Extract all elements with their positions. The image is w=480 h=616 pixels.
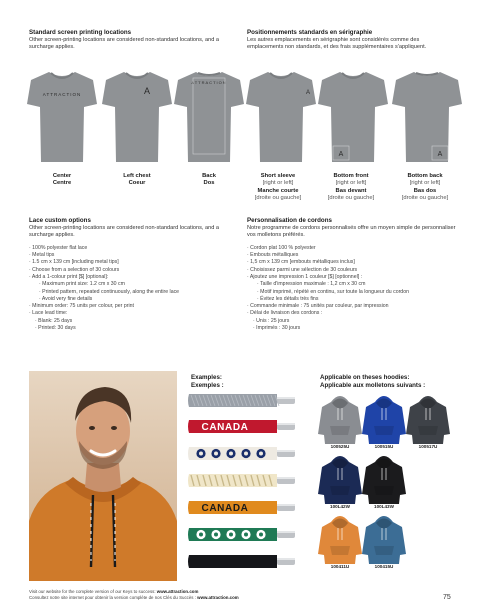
list-item: · Ajoutez une impression 1 couleur [$] [optionnel] :	[247, 274, 363, 280]
list-item: · Maximum print size: 1.2 cm x 30 cm	[39, 281, 125, 288]
shirt-print: A	[437, 151, 443, 158]
shirt-caption	[309, 173, 393, 203]
lace-swatch	[187, 446, 297, 461]
caption-line: Left chest	[123, 173, 151, 179]
caption-line: Short sleeve	[260, 173, 296, 179]
hoodie-icon	[362, 452, 406, 504]
shirt-print: A	[338, 151, 344, 158]
lace-options-en	[29, 217, 229, 332]
footer	[29, 589, 389, 601]
tshirt-front	[318, 66, 388, 164]
footer-text-fr: Consultez notre site internet pour obtenir la version complète de nos Clés du Succès :	[29, 595, 198, 600]
list-item: · Choisissez parmi une sélection de 30 couleurs	[247, 266, 358, 273]
footer-line-fr	[29, 595, 389, 601]
hoodie-code: 100L42W	[330, 504, 350, 509]
list-item: · Embouts métalliques	[247, 252, 299, 259]
shirt-print: A	[143, 86, 151, 96]
tshirt-icon	[27, 66, 97, 164]
lace-swatch	[187, 393, 297, 408]
model-illustration	[29, 371, 177, 581]
hoodie-code: 100525U	[330, 444, 350, 449]
caption-line: [droite ou gauche]	[327, 195, 375, 202]
examples-title-en: Examples:	[191, 374, 222, 381]
lace-swatch	[187, 527, 297, 542]
caption-line: Back	[202, 173, 216, 179]
hoodie-item	[318, 452, 362, 510]
lace-swatch	[187, 500, 297, 515]
hoodie-code: 100515U	[374, 444, 394, 449]
list-item: · Metal tips	[29, 252, 55, 259]
hoodie-icon	[362, 512, 406, 564]
hoodies-heading	[320, 374, 460, 390]
hoodie-item	[318, 512, 362, 570]
list-item: · Évitez les détails très fins	[257, 295, 319, 302]
tshirt-front	[102, 66, 172, 164]
list-item: · Commande minimale : 75 unités par couleur, par impression	[247, 303, 389, 310]
list-item: · Motif imprimé, répété en continu, sur toute la longueur du cordon	[257, 288, 409, 295]
hoodie-item	[318, 392, 362, 450]
tshirt-back	[174, 66, 244, 164]
lace-options-title: Lace custom options	[29, 217, 91, 224]
hoodie-item	[362, 392, 406, 450]
right-intro-title: Positionnements standards en sérigraphie	[247, 29, 373, 36]
list-item: · Imprimés : 30 jours	[253, 325, 301, 332]
list-item: · Printed pattern, repeated continuously, along the entire lace	[39, 288, 180, 295]
list-item: · 1,5 cm x 139 cm [embouts métalliques inclus]	[247, 259, 355, 266]
lace-print-text: CANADA	[201, 503, 249, 515]
caption-line: Manche courte	[257, 187, 299, 194]
list-item: · Choose from a selection of 30 colours	[29, 266, 120, 273]
list-item: · Blank: 25 days	[35, 317, 73, 324]
tshirt-front	[246, 66, 316, 164]
shirt-print: ATTRACTION	[191, 80, 227, 85]
footer-link-en[interactable]: www.attraction.com	[156, 589, 199, 594]
lace-print-text: CANADA	[201, 422, 249, 434]
left-intro-text: Other screen-printing locations are considered non-standard locations, and a surcharge applies.	[29, 37, 219, 51]
hoodie-item	[362, 452, 406, 510]
caption-line: [droite ou gauche]	[401, 195, 449, 202]
list-item: · Taille d'impression maximale : 1,2 cm x 30 cm	[257, 281, 366, 288]
caption-line: Bas dos	[413, 187, 437, 194]
caption-line: [right or left]	[335, 180, 367, 187]
tshirt-icon	[246, 66, 316, 164]
caption-line: Bas devant	[335, 187, 367, 194]
hoodie-icon	[406, 392, 450, 444]
list-item: · 100% polyester flat lace	[29, 244, 88, 251]
shirt-caption	[383, 173, 467, 203]
caption-line: [right or left]	[409, 180, 441, 187]
list-item: · Délai de livraison des cordons :	[247, 310, 323, 317]
tshirt-icon	[392, 66, 462, 164]
footer-link-fr[interactable]: www.attraction.com	[197, 595, 239, 600]
caption-line: Bottom front	[333, 173, 369, 179]
list-item: · Printed: 30 days	[35, 325, 76, 332]
examples-title-fr: Exemples :	[191, 382, 224, 389]
tshirt-icon	[174, 66, 244, 164]
shirt-print: A	[305, 90, 311, 96]
lace-swatch	[187, 554, 297, 569]
lace-options-text: Other screen-printing locations are considered non-standard locations, and a surcharge applies.	[29, 225, 219, 239]
lace-swatch	[187, 419, 297, 434]
lace-options-fr	[247, 217, 457, 332]
lace-options-list	[29, 245, 229, 333]
hoodie-code: 100411U	[330, 564, 350, 569]
list-item: · Lace lead time:	[29, 310, 68, 317]
shirt-caption	[236, 173, 320, 203]
tshirt-back	[392, 66, 462, 164]
examples-heading	[191, 374, 271, 390]
list-item: · Unis : 25 jours	[253, 317, 290, 324]
lace-swatch	[187, 473, 297, 488]
caption-line: Dos	[203, 180, 215, 187]
hoodie-code: 100L43W	[374, 504, 394, 509]
hoodies-title-en: Applicable on theses hoodies:	[320, 374, 410, 381]
right-intro	[247, 29, 457, 52]
model-photo	[29, 371, 177, 581]
page-number: 75	[443, 594, 451, 601]
list-item: · Avoid very fine details	[39, 295, 93, 302]
hoodie-icon	[318, 452, 362, 504]
list-item: · Minimum order: 75 units per colour, per print	[29, 303, 134, 310]
hoodie-code: 100415U	[374, 564, 394, 569]
left-intro-title: Standard screen printing locations	[29, 29, 132, 36]
list-item: · Add a 1-colour print [$] [optional]:	[29, 274, 109, 280]
caption-line: [droite ou gauche]	[254, 195, 302, 202]
caption-line: [right or left]	[262, 180, 294, 187]
hoodie-item	[406, 392, 450, 450]
caption-line: Centre	[52, 180, 72, 187]
tshirt-icon	[102, 66, 172, 164]
shirt-caption	[20, 173, 104, 188]
shirt-print: ATTRACTION	[42, 92, 82, 97]
tshirt-icon	[318, 66, 388, 164]
left-intro	[29, 29, 229, 52]
tshirt-front	[27, 66, 97, 164]
list-item: · 1.5 cm x 139 cm [including metal tips]	[29, 259, 119, 266]
hoodie-code: 100517U	[418, 444, 438, 449]
right-intro-text: Les autres emplacements en sérigraphie sont considérés comme des emplacements non standards, et des frais supplémentaires s'appliquent.	[247, 37, 427, 51]
footer-text-en: Visit our website for the complete version of our Keys to success:	[29, 589, 157, 594]
lace-options-text-fr: Notre programme de cordons personnalisés offre un moyen simple de personnaliser vos molletons préférés.	[247, 225, 456, 239]
hoodie-icon	[318, 512, 362, 564]
hoodie-item	[362, 512, 406, 570]
list-item: · Cordon plat 100 % polyester	[247, 244, 316, 251]
caption-line: Bottom back	[407, 173, 443, 179]
hoodie-icon	[362, 392, 406, 444]
caption-line: Coeur	[128, 180, 146, 187]
hoodie-icon	[318, 392, 362, 444]
lace-options-title-fr: Personnalisation de cordons	[247, 217, 332, 224]
lace-options-list-fr	[247, 245, 457, 333]
caption-line: Center	[52, 173, 72, 179]
hoodies-title-fr: Applicable aux molletons suivants :	[320, 382, 426, 389]
